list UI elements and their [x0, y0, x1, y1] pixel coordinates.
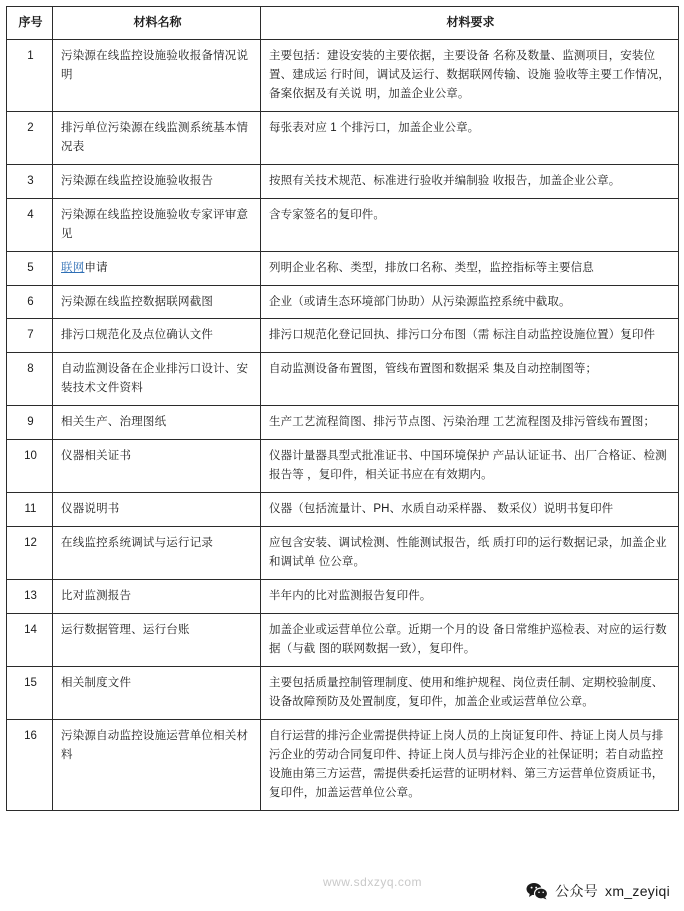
material-requirement: 排污口规范化登记回执、排污口分布图（需 标注自动监控设施位置）复印件: [261, 319, 679, 353]
column-header-req: 材料要求: [261, 7, 679, 40]
material-requirement: 主要包括：建设安装的主要依据，主要设备 名称及数量、监测项目，安装位置、建成运 行时间，调试及运行、数据联网传输、设施 验收等主要工作情况，备案依据及有关说 明，加盖企业公章。: [261, 39, 679, 111]
material-requirements-table: [6, 6, 679, 811]
row-number: 11: [7, 493, 53, 527]
table-row: [7, 251, 679, 285]
material-requirement: 仪器计量器具型式批准证书、中国环境保护 产品认证证书、出厂合格证、检测报告等 ，复印件，相关证书应在有效期内。: [261, 440, 679, 493]
row-number: 8: [7, 353, 53, 406]
material-name: 污染源在线监控设施验收报备情况说明: [53, 39, 261, 111]
table-row: [7, 319, 679, 353]
table-row: [7, 440, 679, 493]
row-number: 5: [7, 251, 53, 285]
table-header: [7, 7, 679, 40]
material-name: 排污单位污染源在线监测系统基本情况表: [53, 111, 261, 164]
material-name: 仪器相关证书: [53, 440, 261, 493]
material-requirement: 加盖企业或运营单位公章。近期一个月的设 备日常维护巡检表、对应的运行数据（与截 图的联网数据一致），复印件。: [261, 614, 679, 667]
site-watermark: www.sdxzyq.com: [322, 875, 422, 889]
material-name: 排污口规范化及点位确认文件: [53, 319, 261, 353]
wechat-credit: [526, 881, 670, 901]
material-requirement: 企业（或请生态环境部门协助）从污染源监控系统中截取。: [261, 285, 679, 319]
row-number: 12: [7, 527, 53, 580]
row-number: 4: [7, 198, 53, 251]
material-name: 在线监控系统调试与运行记录: [53, 527, 261, 580]
table-row: [7, 667, 679, 720]
column-header-no: 序号: [7, 7, 53, 40]
table-row: [7, 39, 679, 111]
material-requirement: 按照有关技术规范、标准进行验收并编制验 收报告，加盖企业公章。: [261, 164, 679, 198]
row-number: 16: [7, 720, 53, 811]
material-requirement: 列明企业名称、类型，排放口名称、类型，监控指标等主要信息: [261, 251, 679, 285]
material-name: [53, 251, 261, 285]
material-name: 运行数据管理、运行台账: [53, 614, 261, 667]
row-number: 6: [7, 285, 53, 319]
row-number: 13: [7, 580, 53, 614]
material-requirement: 主要包括质量控制管理制度、使用和维护规程、岗位责任制、定期校验制度、设备故障预防及处置制度，复印件，加盖企业或运营单位公章。: [261, 667, 679, 720]
table-row: [7, 353, 679, 406]
row-number: 1: [7, 39, 53, 111]
table-row: [7, 285, 679, 319]
table-row: [7, 493, 679, 527]
material-requirement: 半年内的比对监测报告复印件。: [261, 580, 679, 614]
material-name: 污染源在线监控设施验收专家评审意见: [53, 198, 261, 251]
material-requirement: 自行运营的排污企业需提供持证上岗人员的上岗证复印件、持证上岗人员与排污企业的劳动合同复印件、持证上岗人员与排污企业的社保证明；若自动监控设施由第三方运营，需提供委托运营的证明材料、第三方运营单位资质证书，复印件，加盖运营单位公章。: [261, 720, 679, 811]
table-body: [7, 39, 679, 810]
table-row: [7, 614, 679, 667]
material-name: 污染源自动监控设施运营单位相关材料: [53, 720, 261, 811]
table-row: [7, 527, 679, 580]
table-row: [7, 111, 679, 164]
row-number: 10: [7, 440, 53, 493]
table-row: [7, 164, 679, 198]
material-requirement: 应包含安装、调试检测、性能测试报告，纸 质打印的运行数据记录，加盖企业和调试单 位公章。: [261, 527, 679, 580]
row-number: 7: [7, 319, 53, 353]
material-name: 相关生产、治理图纸: [53, 406, 261, 440]
wechat-icon: [526, 882, 548, 900]
row-number: 9: [7, 406, 53, 440]
column-header-name: 材料名称: [53, 7, 261, 40]
table-row: [7, 406, 679, 440]
table-row: [7, 198, 679, 251]
material-name: 污染源在线监控数据联网截图: [53, 285, 261, 319]
table-header-row: [7, 7, 679, 40]
row-number: 15: [7, 667, 53, 720]
wechat-label: 公众号: [555, 883, 599, 899]
material-name: 自动监测设备在企业排污口设计、安装技术文件资料: [53, 353, 261, 406]
material-name: 相关制度文件: [53, 667, 261, 720]
material-requirement: 含专家签名的复印件。: [261, 198, 679, 251]
row-number: 3: [7, 164, 53, 198]
material-name: 仪器说明书: [53, 493, 261, 527]
material-name: 比对监测报告: [53, 580, 261, 614]
material-name: 污染源在线监控设施验收报告: [53, 164, 261, 198]
row-number: 14: [7, 614, 53, 667]
wechat-handle: xm_zeyiqi: [605, 883, 670, 899]
table-row: [7, 720, 679, 811]
footer-band: [0, 865, 684, 911]
material-requirement: 生产工艺流程简图、排污节点图、污染治理 工艺流程图及排污管线布置图；: [261, 406, 679, 440]
table-row: [7, 580, 679, 614]
row-number: 2: [7, 111, 53, 164]
link-lianwang[interactable]: 联网: [61, 261, 85, 274]
material-requirement: 仪器（包括流量计、PH、水质自动采样器、 数采仪）说明书复印件: [261, 493, 679, 527]
material-requirement: 每张表对应 1 个排污口，加盖企业公章。: [261, 111, 679, 164]
material-requirement: 自动监测设备布置图，管线布置图和数据采 集及自动控制图等；: [261, 353, 679, 406]
material-name-rest: 申请: [84, 261, 108, 274]
